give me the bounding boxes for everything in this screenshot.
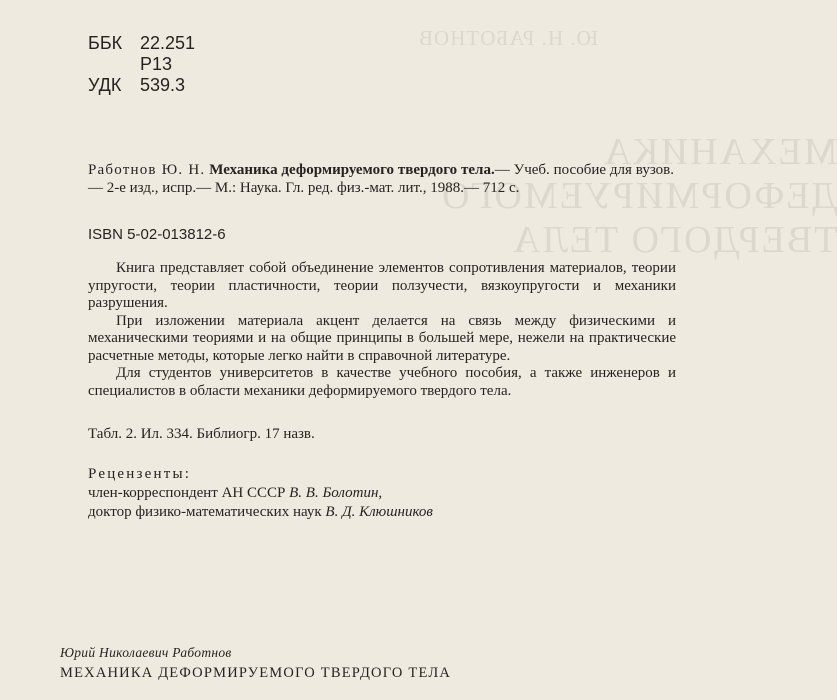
footer-author: Юрий Николаевич Работнов — [60, 645, 232, 660]
bbk-value: 22.251 — [140, 33, 196, 53]
biblio-title: Механика деформируемого твердого тела. — [209, 162, 495, 178]
reviewer-name: В. Д. Клюшников — [325, 504, 433, 520]
bleed-through-author: Ю. Н. РАБОТНОВ — [418, 26, 599, 50]
annotation-paragraph: Книга представляет собой объединение элементов сопротивления материалов, теории упругости, теории пластичности, теории ползучести, вязкоупругости и механики разрушения. — [88, 260, 676, 311]
reviewer-line — [88, 484, 433, 503]
reviewers — [88, 465, 433, 522]
bleed-through-title-line: ДЕФОРМИРУЕМОГО — [440, 175, 837, 217]
reviewers-heading: Рецензенты: — [88, 466, 192, 482]
udk-value: 539.3 — [140, 75, 186, 95]
udk-label: УДК — [88, 75, 122, 95]
isbn: ISBN 5-02-013812-6 — [88, 226, 226, 243]
bleed-through-title-line: ТВЕРДОГО ТЕЛА — [510, 219, 837, 261]
footer-title: МЕХАНИКА ДЕФОРМИРУЕМОГО ТВЕРДОГО ТЕЛА — [60, 665, 452, 681]
bibliographic-description — [88, 162, 674, 197]
reviewer-name: В. В. Болотин, — [289, 485, 383, 501]
annotation — [88, 260, 676, 400]
reviewer-role: член-корреспондент АН СССР — [88, 485, 290, 501]
bbk-label: ББК — [88, 33, 123, 53]
author-sign: Р13 — [140, 54, 173, 74]
tables-figures-count: Табл. 2. Ил. 334. Библиогр. 17 назв. — [88, 426, 315, 442]
biblio-author: Работнов Ю. Н. — [88, 162, 206, 178]
reviewer-line — [88, 503, 433, 522]
annotation-paragraph: При изложении материала акцент делается на связь между физическими и механическими теориями и на общие принципы в большей мере, нежели на практические расчетные методы, которые легко найти в справочной литературе. — [88, 312, 676, 364]
annotation-paragraph: Для студентов университетов в качестве учебного пособия, а также инженеров и специалистов в области механики деформируемого твердого тела. — [88, 365, 676, 399]
bleed-through-title-line: МЕХАНИКА — [601, 131, 837, 173]
reviewer-role: доктор физико-математических наук — [88, 504, 326, 520]
biblio-details: — Учеб. пособие для вузов.— 2-е изд., испр.— М.: Наука. Гл. ред. физ.-мат. лит., 1988.— 712 с. — [88, 162, 675, 196]
imprint-footer — [60, 643, 451, 683]
